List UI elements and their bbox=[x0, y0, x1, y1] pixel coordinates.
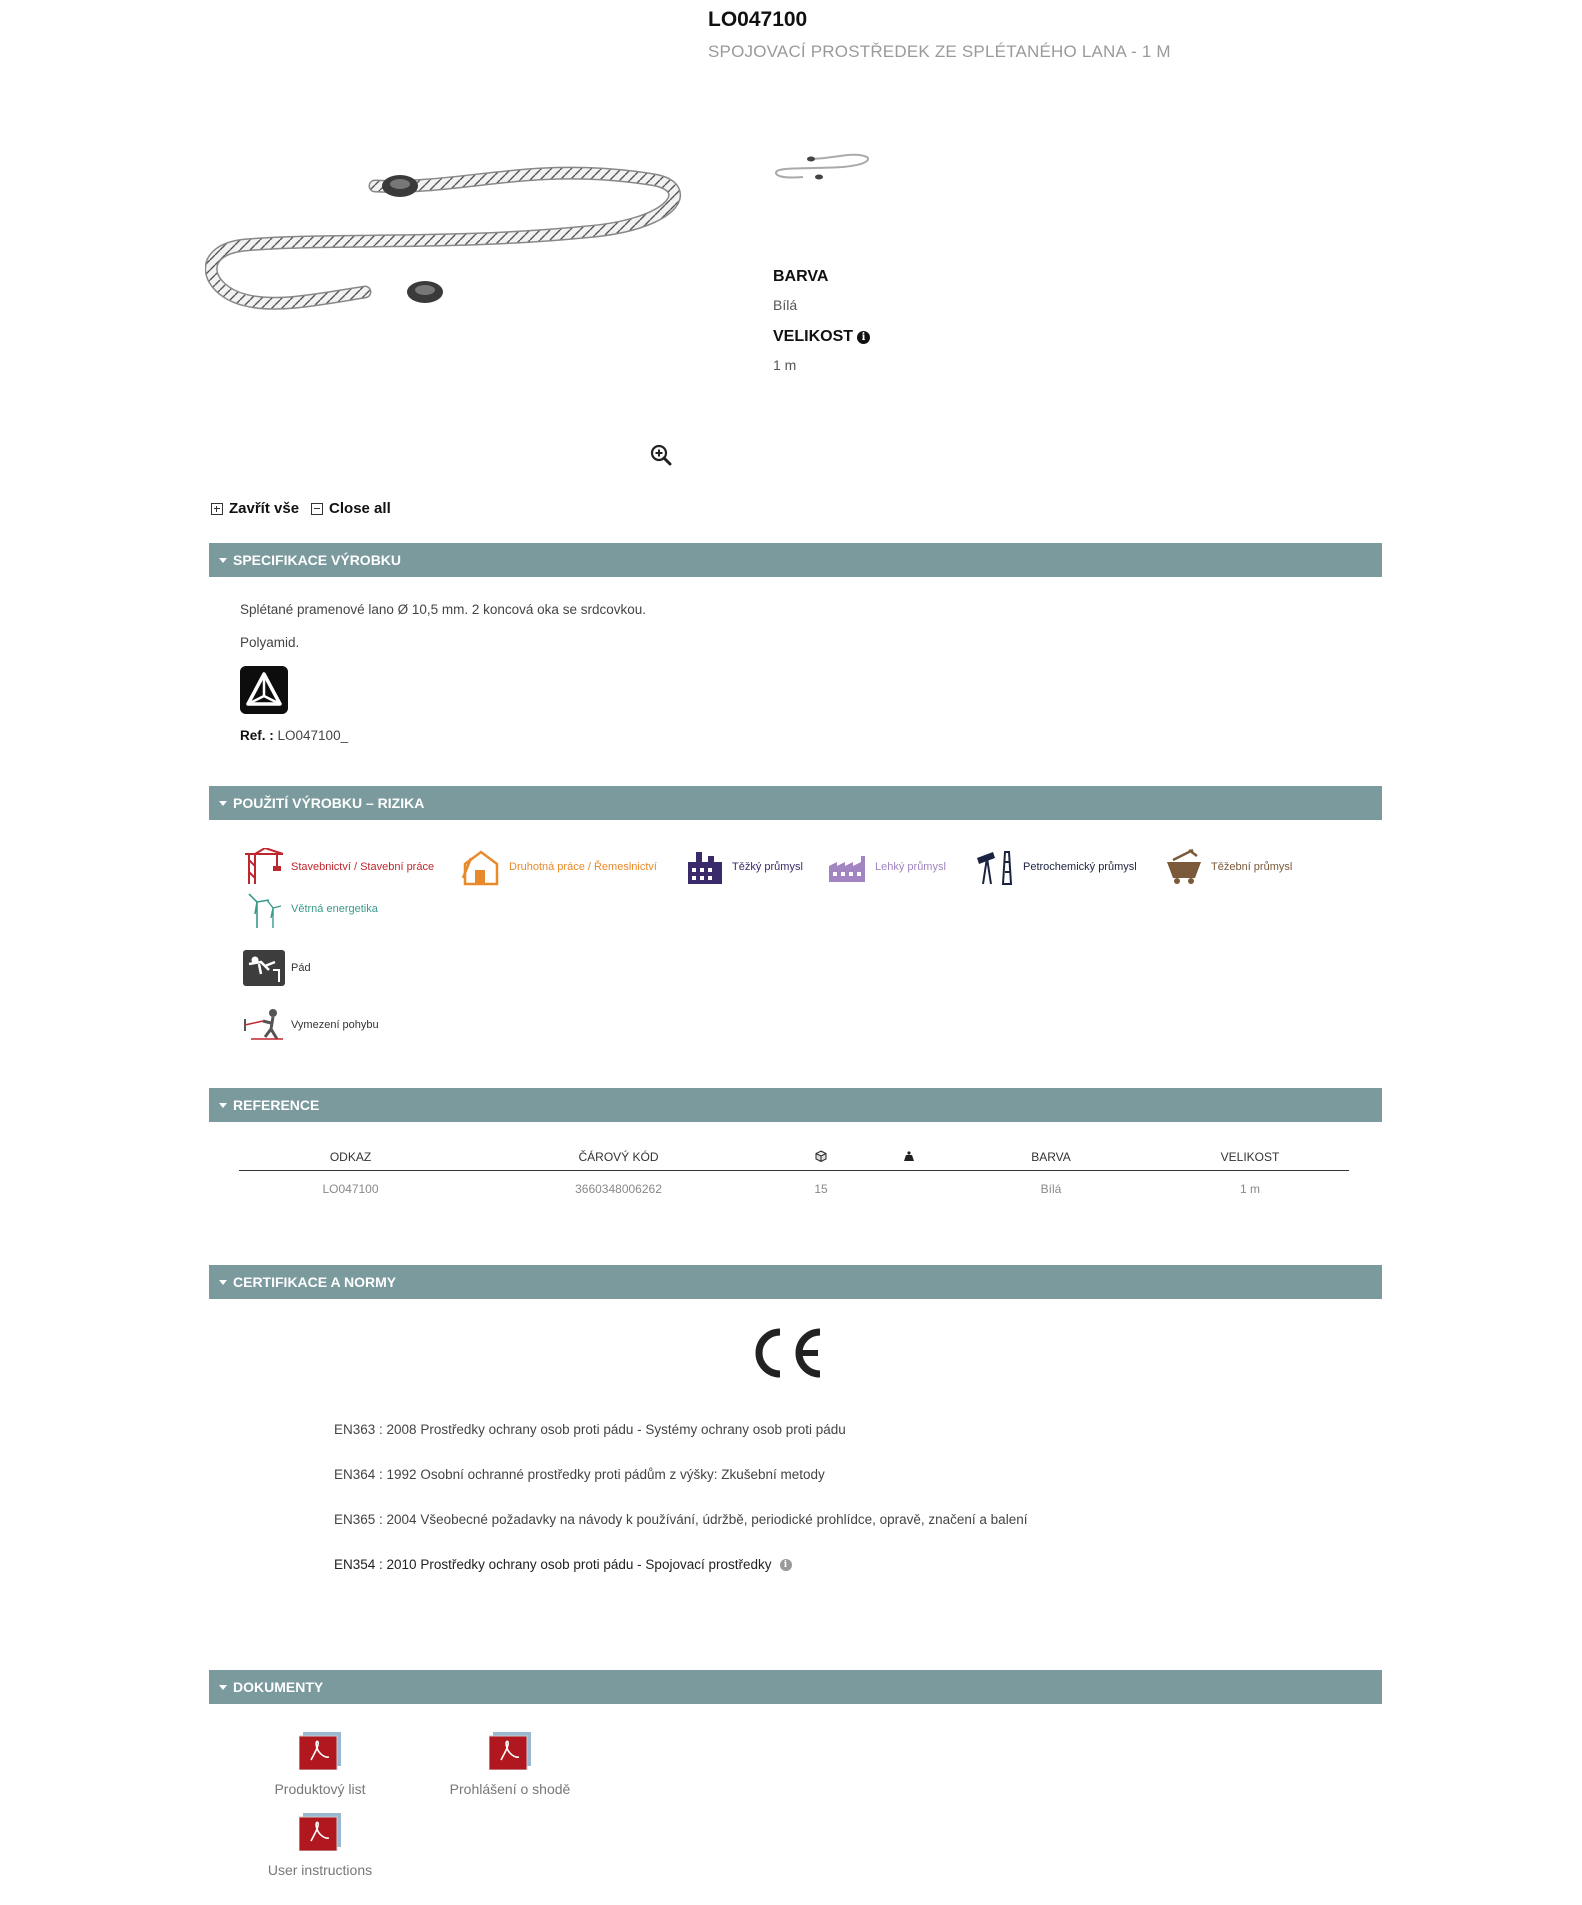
weight-icon bbox=[903, 1150, 915, 1162]
expand-collapse-controls bbox=[211, 500, 397, 517]
caret-down-icon bbox=[219, 1280, 227, 1285]
caret-down-icon bbox=[219, 1103, 227, 1108]
cell-box-qty: 15 bbox=[814, 1182, 828, 1196]
sector-label: Těžební průmysl bbox=[1211, 861, 1293, 873]
fall-risk-icon bbox=[243, 950, 285, 986]
norm-text: EN364 : 1992 Osobní ochranné prostředky proti pádům z výšky: Zkušební metody bbox=[334, 1467, 825, 1482]
section-header-reference[interactable] bbox=[209, 1088, 1382, 1122]
document-link[interactable] bbox=[250, 1813, 390, 1878]
product-code: LO047100 bbox=[708, 8, 808, 31]
spec-reference bbox=[240, 728, 348, 743]
cell-size: 1 m bbox=[1239, 1182, 1260, 1196]
pdf-icon bbox=[299, 1813, 341, 1851]
norm-item bbox=[334, 1557, 792, 1572]
spec-description: Splétané pramenové lano Ø 10,5 mm. 2 koncová oka se srdcovkou. bbox=[240, 602, 646, 617]
product-subtitle: SPOJOVACÍ PROSTŘEDEK ZE SPLÉTANÉHO LANA - 1 M bbox=[708, 42, 1171, 61]
pdf-icon bbox=[299, 1732, 341, 1770]
col-header-box bbox=[775, 1144, 867, 1171]
sector-label: Větrná energetika bbox=[291, 903, 378, 915]
norm-text: EN354 : 2010 Prostředky ochrany osob proti pádu - Spojovací prostředky bbox=[334, 1557, 772, 1572]
sector-label: Lehký průmysl bbox=[875, 861, 946, 873]
sector-heavy-industry bbox=[684, 848, 803, 886]
ref-label: Ref. : bbox=[240, 728, 274, 743]
col-header-ref: ODKAZ bbox=[239, 1144, 462, 1171]
zoom-icon[interactable] bbox=[650, 444, 672, 466]
document-label: User instructions bbox=[267, 1862, 373, 1878]
color-value: Bílá bbox=[773, 297, 798, 313]
table-header-row bbox=[239, 1144, 1349, 1171]
product-image[interactable] bbox=[205, 150, 685, 330]
col-header-size: VELIKOST bbox=[1151, 1144, 1349, 1171]
section-title-documents: DOKUMENTY bbox=[233, 1679, 324, 1695]
norm-text: EN363 : 2008 Prostředky ochrany osob proti pádu - Systémy ochrany osob proti pádu bbox=[334, 1422, 846, 1437]
risk-restraint bbox=[243, 1007, 379, 1043]
cell-weight bbox=[867, 1171, 951, 1208]
brand-logo-icon bbox=[240, 666, 288, 714]
sector-construction bbox=[243, 848, 434, 886]
section-title-reference: REFERENCE bbox=[233, 1097, 320, 1113]
caret-down-icon bbox=[219, 1685, 227, 1690]
crane-icon bbox=[243, 848, 285, 886]
mine-cart-icon bbox=[1163, 848, 1205, 886]
sector-petrochemical bbox=[975, 848, 1137, 886]
document-label: Produktový list bbox=[274, 1781, 366, 1797]
sector-craft bbox=[461, 848, 657, 886]
cell-color: Bílá bbox=[1040, 1182, 1062, 1196]
plus-square-icon bbox=[211, 503, 223, 515]
pdf-icon bbox=[489, 1732, 531, 1770]
color-label: BARVA bbox=[773, 268, 829, 285]
risk-label: Vymezení pohybu bbox=[291, 1019, 379, 1031]
col-header-barcode: ČÁROVÝ KÓD bbox=[462, 1144, 775, 1171]
close-all-button[interactable] bbox=[311, 500, 391, 517]
minus-square-icon bbox=[311, 503, 323, 515]
section-header-certification[interactable] bbox=[209, 1265, 1382, 1299]
caret-down-icon bbox=[219, 558, 227, 563]
section-title-spec: SPECIFIKACE VÝROBKU bbox=[233, 552, 402, 568]
sector-light-industry bbox=[827, 848, 946, 886]
size-value: 1 m bbox=[773, 357, 797, 373]
sector-mining bbox=[1163, 848, 1292, 886]
oil-pump-icon bbox=[975, 848, 1017, 886]
section-title-certification: CERTIFIKACE A NORMY bbox=[233, 1274, 397, 1290]
section-header-documents[interactable] bbox=[209, 1670, 1382, 1704]
sector-label: Těžký průmysl bbox=[732, 861, 803, 873]
caret-down-icon bbox=[219, 801, 227, 806]
sector-label: Petrochemický průmysl bbox=[1023, 861, 1137, 873]
sector-label: Druhotná práce / Řemeslnictví bbox=[509, 861, 657, 873]
section-title-usage: POUŽITÍ VÝROBKU – RIZIKA bbox=[233, 795, 425, 811]
col-header-color: BARVA bbox=[951, 1144, 1151, 1171]
wind-turbine-icon bbox=[243, 888, 285, 930]
spec-material: Polyamid. bbox=[240, 635, 300, 650]
norm-item bbox=[334, 1467, 825, 1482]
sector-label: Stavebnictví / Stavební práce bbox=[291, 861, 435, 873]
close-all-cz-button[interactable] bbox=[211, 500, 299, 517]
ce-mark-icon bbox=[748, 1326, 824, 1380]
close-all-cz-label: Zavřít vše bbox=[229, 500, 300, 517]
col-header-weight bbox=[867, 1144, 951, 1171]
table-row bbox=[239, 1171, 1349, 1208]
document-link[interactable] bbox=[250, 1732, 390, 1797]
size-label: VELIKOST bbox=[773, 328, 854, 345]
ref-value: LO047100_ bbox=[277, 728, 349, 743]
section-header-spec[interactable] bbox=[209, 543, 1382, 577]
document-link[interactable] bbox=[440, 1732, 580, 1797]
section-header-usage[interactable] bbox=[209, 786, 1382, 820]
info-icon[interactable]: i bbox=[780, 1559, 792, 1571]
risk-label: Pád bbox=[291, 962, 311, 974]
factory-light-icon bbox=[827, 848, 869, 886]
restraint-icon bbox=[243, 1007, 285, 1043]
norm-item bbox=[334, 1512, 1027, 1527]
norm-item bbox=[334, 1422, 846, 1437]
sector-wind bbox=[243, 888, 378, 930]
cell-barcode: 3660348006262 bbox=[575, 1182, 662, 1196]
box-icon bbox=[815, 1150, 827, 1162]
cell-ref: LO047100 bbox=[322, 1182, 379, 1196]
size-label-row bbox=[773, 328, 870, 346]
product-thumbnail[interactable] bbox=[772, 146, 872, 184]
risk-fall bbox=[243, 950, 311, 986]
info-icon[interactable]: i bbox=[857, 331, 870, 344]
house-icon bbox=[461, 848, 503, 886]
close-all-label: Close all bbox=[329, 500, 391, 517]
norm-text: EN365 : 2004 Všeobecné požadavky na návody k používání, údržbě, periodické prohlídce, opravě, značení a balení bbox=[334, 1512, 1028, 1527]
document-label: Prohlášení o shodě bbox=[449, 1781, 571, 1797]
reference-table bbox=[239, 1144, 1349, 1207]
factory-heavy-icon bbox=[684, 848, 726, 886]
